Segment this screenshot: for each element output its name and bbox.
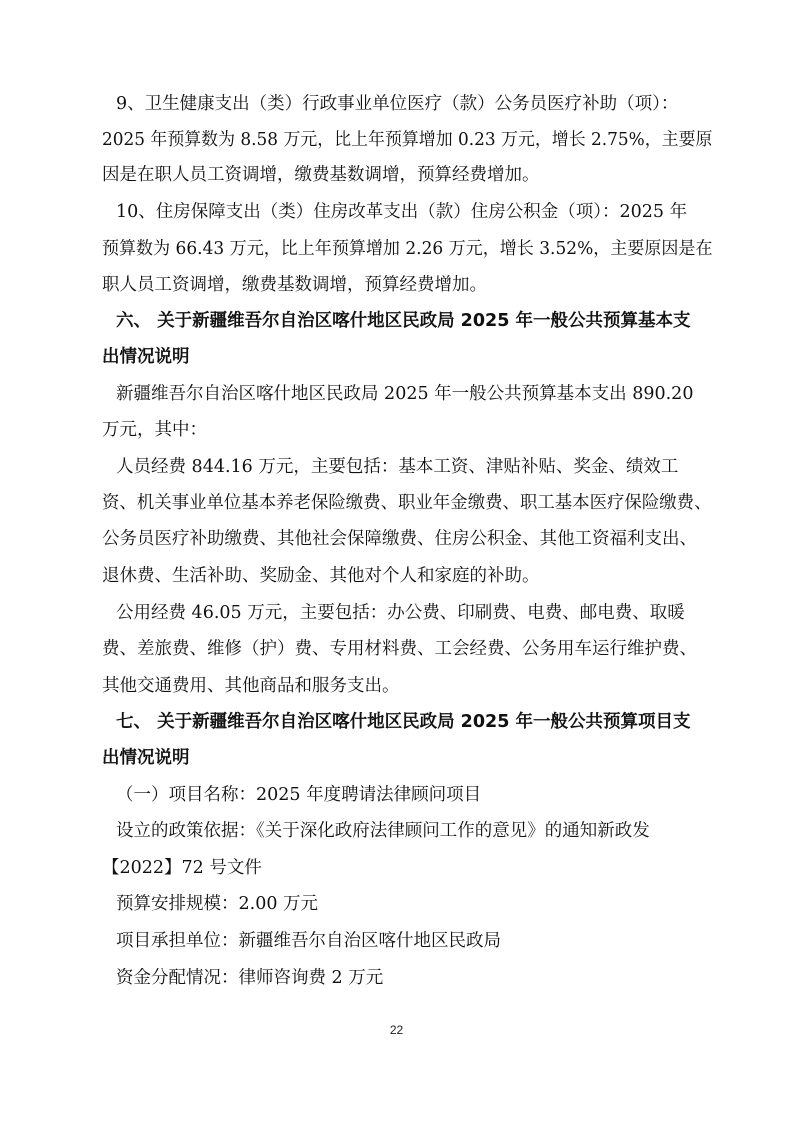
public-expenses-line-1: 公用经费 46.05 万元，主要包括：办公费、印刷费、电费、邮电费、取暖 <box>116 603 685 623</box>
item-9-line-3: 因是在职人员工资调增，缴费基数调增，预算经费增加。 <box>102 165 540 185</box>
section-7-heading-line-1: 七、 关于新疆维吾尔自治区喀什地区民政局 2025 年一般公共预算项目支 <box>116 712 691 732</box>
budget-scale: 预算安排规模：2.00 万元 <box>116 894 319 914</box>
fund-allocation: 资金分配情况：律师咨询费 2 万元 <box>116 968 384 988</box>
page-number: 22 <box>389 1023 404 1037</box>
personnel-expenses-line-3: 公务员医疗补助缴费、其他社会保障缴费、住房公积金、其他工资福利支出、 <box>102 529 697 549</box>
public-expenses-line-3: 其他交通费用、其他商品和服务支出。 <box>102 676 400 696</box>
section-6-heading-line-1: 六、 关于新疆维吾尔自治区喀什地区民政局 2025 年一般公共预算基本支 <box>116 311 691 331</box>
item-10-line-1: 10、住房保障支出（类）住房改革支出（款）住房公积金（项）：2025 年 <box>116 202 688 222</box>
section-7-heading-line-2: 出情况说明 <box>102 748 190 768</box>
item-10-line-3: 职人员工资调增，缴费基数调增，预算经费增加。 <box>102 275 487 295</box>
policy-basis-line-2: 【2022】72 号文件 <box>102 858 262 878</box>
section-6-intro-line-1: 新疆维吾尔自治区喀什地区民政局 2025 年一般公共预算基本支出 890.20 <box>116 384 694 404</box>
project-name: （一）项目名称：2025 年度聘请法律顾问项目 <box>116 785 482 805</box>
personnel-expenses-line-2: 资、机关事业单位基本养老保险缴费、职业年金缴费、职工基本医疗保险缴费、 <box>102 493 712 513</box>
section-6-intro-line-2: 万元，其中： <box>102 420 207 440</box>
item-9-line-2: 2025 年预算数为 8.58 万元，比上年预算增加 0.23 万元，增长 2.75%，主要原 <box>102 130 713 150</box>
item-9-line-1: 9、卫生健康支出（类）行政事业单位医疗（款）公务员医疗补助（项）： <box>116 94 679 114</box>
item-10-line-2: 预算数为 66.43 万元，比上年预算增加 2.26 万元，增长 3.52%，主要原因是在 <box>102 239 713 259</box>
policy-basis-line-1: 设立的政策依据：《关于深化政府法律顾问工作的意见》的通知新政发 <box>116 821 650 841</box>
personnel-expenses-line-4: 退休费、生活补助、奖励金、其他对个人和家庭的补助。 <box>102 566 540 586</box>
public-expenses-line-2: 费、差旅费、维修（护）费、专用材料费、工会经费、公务用车运行维护费、 <box>102 639 697 659</box>
personnel-expenses-line-1: 人员经费 844.16 万元，主要包括：基本工资、津贴补贴、奖金、绩效工 <box>116 457 679 477</box>
undertaking-unit: 项目承担单位：新疆维吾尔自治区喀什地区民政局 <box>116 931 501 951</box>
section-6-heading-line-2: 出情况说明 <box>102 347 190 367</box>
